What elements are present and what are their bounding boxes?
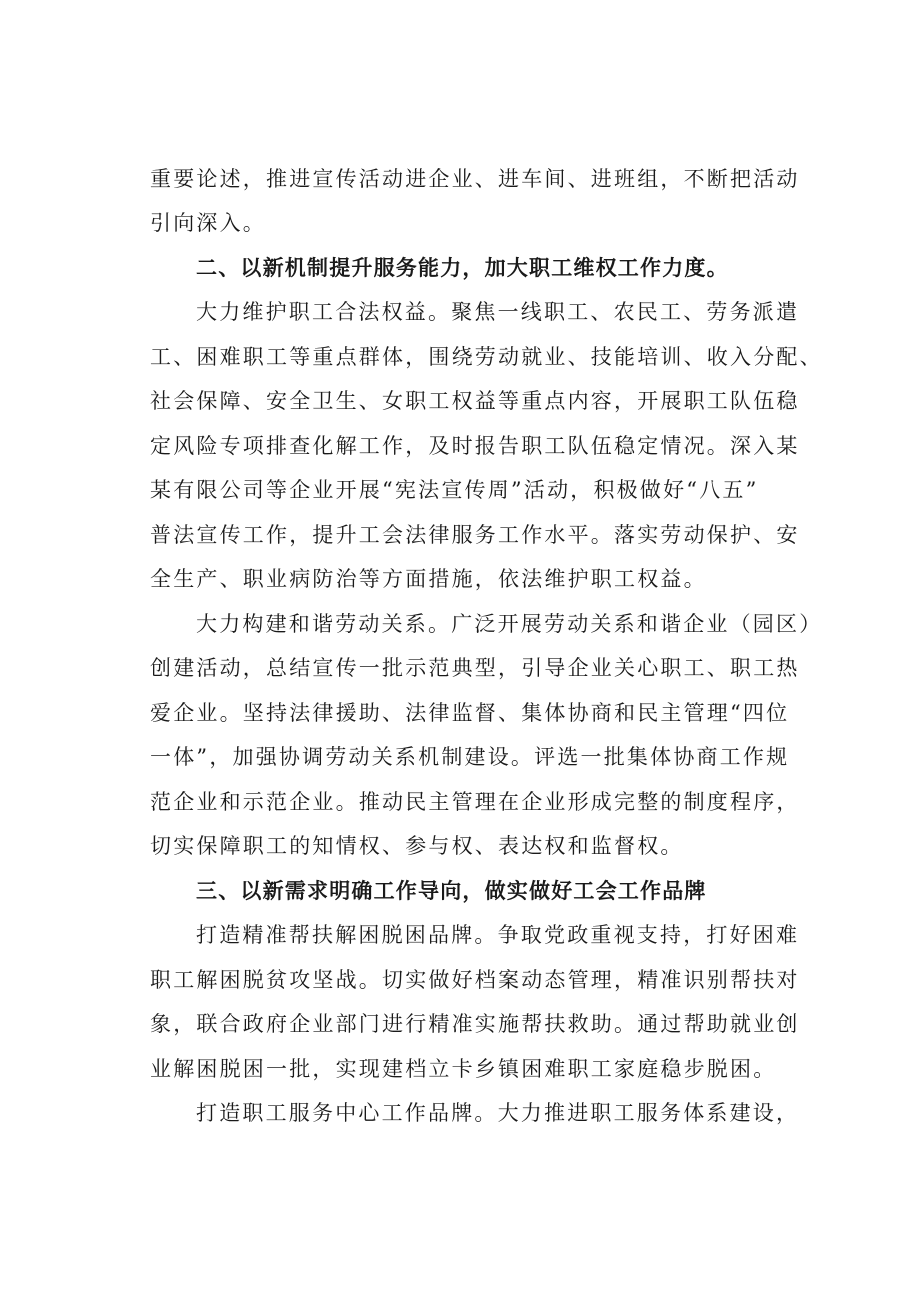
body-text-line: 一体”，加强协调劳动关系机制建设。评选一批集体协商工作规: [150, 745, 790, 769]
body-text-line: 职工解困脱贫攻坚战。切实做好档案动态管理，精准识别帮扶对: [150, 968, 800, 992]
body-text-line: 大力构建和谐劳动关系。广泛开展劳动关系和谐企业（园区）: [196, 612, 823, 636]
body-text-line: 创建活动，总结宣传一批示范典型，引导企业关心职工、职工热: [150, 656, 800, 680]
body-text-line: 全生产、职业病防治等方面措施，依法维护职工权益。: [150, 567, 707, 591]
body-text-line: 定风险专项排查化解工作，及时报告职工队伍稳定情况。深入某: [150, 434, 800, 458]
section-heading: 三、以新需求明确工作导向，做实做好工会工作品牌: [196, 879, 707, 903]
body-text-line: 象，联合政府企业部门进行精准实施帮扶救助。通过帮助就业创: [150, 1012, 800, 1036]
body-text-line: 工、困难职工等重点群体，围绕劳动就业、技能培训、收入分配、: [150, 345, 823, 369]
body-text-line: 范企业和示范企业。推动民主管理在企业形成完整的制度程序，: [150, 790, 800, 814]
body-text-line: 引向深入。: [150, 211, 266, 235]
body-text-line: 打造职工服务中心工作品牌。大力推进职工服务体系建设，: [196, 1101, 800, 1125]
body-text-line: 业解困脱困一批，实现建档立卡乡镇困难职工家庭稳步脱困。: [150, 1057, 777, 1081]
body-text-line: 打造精准帮扶解困脱困品牌。争取党政重视支持，打好困难: [196, 923, 800, 947]
section-heading: 二、以新机制提升服务能力，加大职工维权工作力度。: [196, 256, 729, 280]
body-text-line: 社会保障、安全卫生、女职工权益等重点内容，开展职工队伍稳: [150, 389, 800, 413]
body-text-line: 某有限公司等企业开展“宪法宣传周”活动，积极做好“八五”: [150, 478, 759, 502]
body-text-line: 爱企业。坚持法律援助、法律监督、集体协商和民主管理“四位: [150, 701, 790, 725]
body-text-line: 切实保障职工的知情权、参与权、表达权和监督权。: [150, 834, 684, 858]
body-text-line: 普法宣传工作，提升工会法律服务工作水平。落实劳动保护、安: [150, 523, 800, 547]
body-text-line: 重要论述，推进宣传活动进企业、进车间、进班组，不断把活动: [150, 167, 800, 191]
body-text-line: 大力维护职工合法权益。聚焦一线职工、农民工、劳务派遣: [196, 300, 800, 324]
